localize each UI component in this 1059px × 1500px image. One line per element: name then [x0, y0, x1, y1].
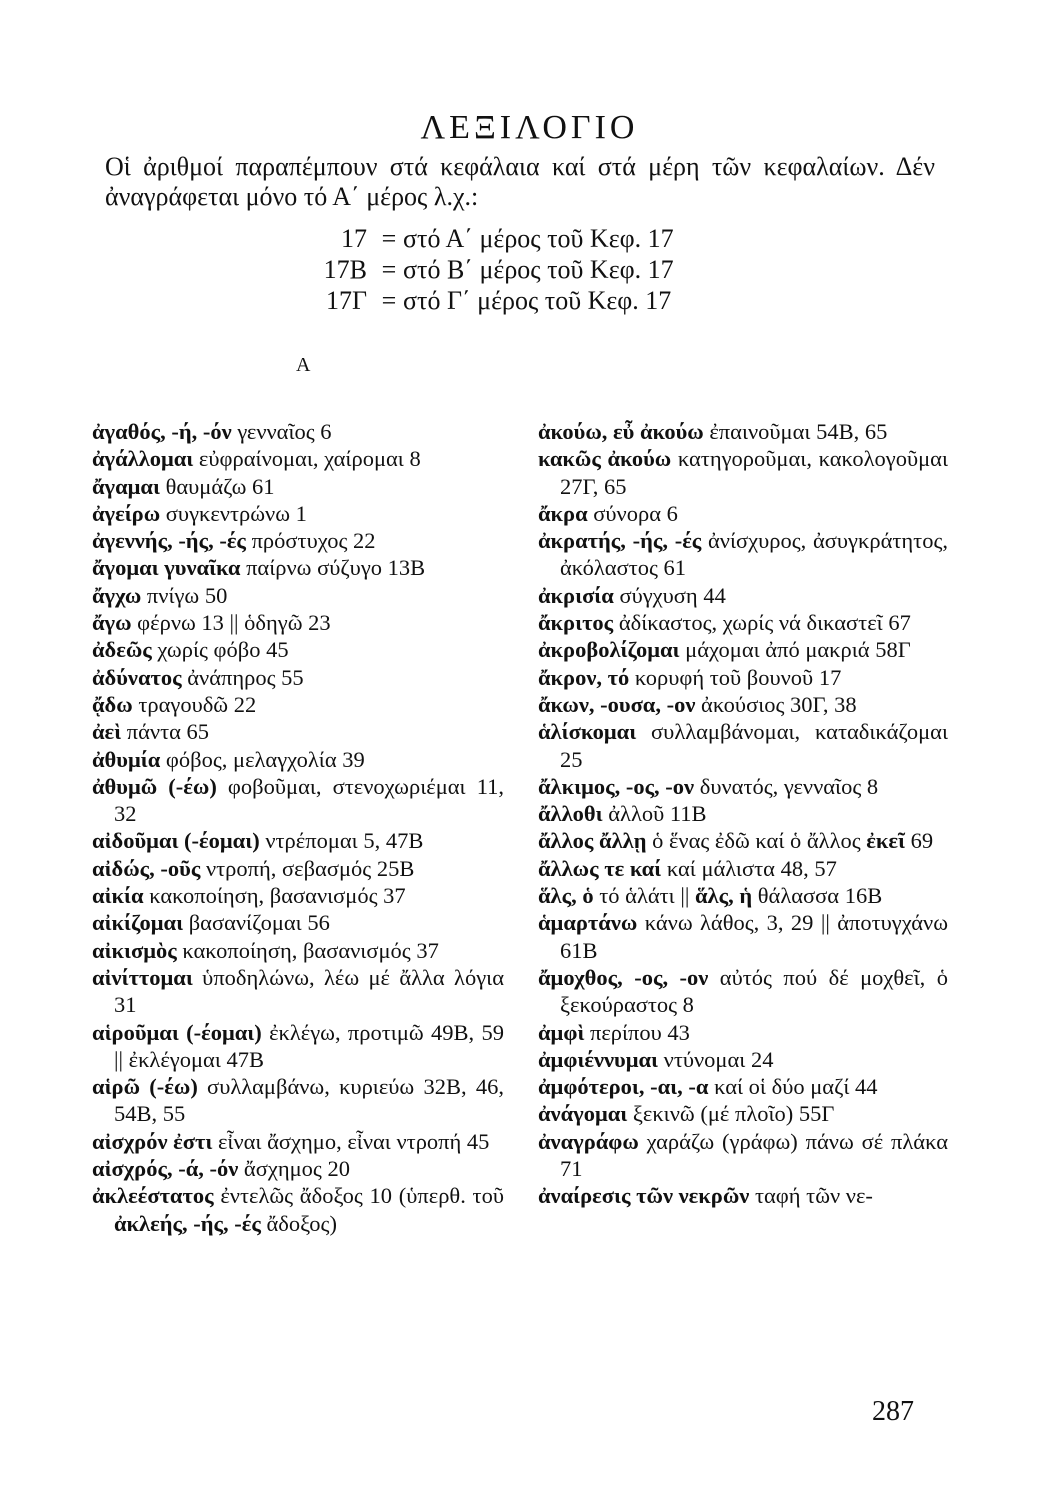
example-equals: =	[381, 255, 397, 284]
entry-headword: ἄλκιμος, -ος, -ον	[538, 773, 695, 799]
glossary-entry	[92, 909, 504, 936]
entry-definition: εἶναι ἄσχημο, εἶναι ντροπή 45	[212, 1128, 490, 1154]
entry-headword: ἀκλεέστατος	[92, 1183, 214, 1209]
entry-headword: ἐκεῖ	[866, 828, 905, 854]
glossary-entry	[538, 664, 948, 691]
entry-definition: καί οἱ δύο μαζί 44	[708, 1074, 878, 1100]
glossary-entry	[538, 1073, 948, 1100]
glossary-entry	[538, 1046, 948, 1073]
entry-definition: σύνορα 6	[587, 500, 678, 526]
entry-definition: κατηγοροῦμαι, κακολογοῦμαι 27Γ, 65	[560, 446, 949, 499]
glossary-entry	[538, 691, 948, 718]
entry-headword: ἀδύνατος	[92, 664, 182, 690]
entry-definition: θαυμάζω 61	[159, 473, 275, 499]
entry-headword: ἀμφιέννυμαι	[538, 1046, 659, 1072]
entry-definition: ντύνομαι 24	[658, 1046, 774, 1072]
glossary-entry	[538, 445, 948, 500]
example-text: στό Β΄ μέρος τοῦ Κεφ. 17	[403, 255, 674, 284]
entry-headword: ἀκούω, εὖ ἀκούω	[538, 419, 704, 444]
entry-headword: ἁμαρτάνω	[538, 910, 638, 936]
entry-definition: φοβοῦμαι, στενοχωριέμαι 11, 32	[114, 773, 504, 827]
example-code: 17Β	[323, 255, 367, 284]
entry-definition: φόβος, μελαγχολία 39	[160, 746, 365, 772]
entry-headword: ἀναγράφω	[538, 1128, 639, 1154]
entry-definition: 69	[904, 828, 934, 854]
entry-definition: ἀκούσιος 30Γ, 38	[695, 691, 857, 717]
entry-definition: πρόστυχος 22	[245, 528, 376, 554]
glossary-entry	[92, 937, 504, 964]
entry-headword: ἄλλοθι	[538, 801, 603, 827]
glossary-entry	[92, 554, 504, 581]
entry-definition: δυνατός, γενναῖος 8	[694, 773, 879, 799]
entry-headword: ἅλς, ὁ	[538, 883, 594, 909]
entry-definition: πνίγω 50	[141, 582, 228, 608]
intro-paragraph	[105, 152, 935, 212]
entry-headword: αἰδώς, -οῦς	[92, 855, 201, 881]
glossary-entry	[92, 1019, 504, 1074]
entry-definition: χαράζω (γράφω) πάνω σέ πλάκα 71	[560, 1128, 948, 1182]
glossary-entry	[92, 1182, 504, 1237]
entry-definition: χωρίς φόβο 45	[151, 637, 289, 663]
entry-headword: ἀγείρω	[92, 500, 161, 526]
entry-headword: αἰκία	[92, 883, 144, 909]
glossary-entry	[538, 800, 948, 827]
glossary-entry	[538, 500, 948, 527]
entry-definition: ταφή τῶν νε-	[749, 1183, 873, 1209]
entry-headword: ἀκλεής, -ής, -ές	[114, 1210, 261, 1236]
glossary-entry	[92, 418, 504, 445]
entry-headword: αἱρῶ (-έω)	[92, 1074, 198, 1100]
entry-definition: ξεκινῶ (μέ πλοῖο) 55Γ	[627, 1101, 835, 1127]
glossary-entry	[538, 718, 948, 773]
entry-definition: μάχομαι ἀπό μακριά 58Γ	[679, 637, 911, 663]
entry-headword: ἀκροβολίζομαι	[538, 637, 680, 663]
entry-definition: ὁ ἕνας ἐδῶ καί ὁ ἄλλος	[646, 828, 867, 854]
entry-definition: ἐντελῶς ἄδοξος 10 (ὑπερθ. τοῦ	[213, 1183, 504, 1209]
glossary-entry	[92, 691, 504, 718]
section-letter: Α	[296, 354, 311, 376]
entry-headword: ἀγάλλομαι	[92, 446, 194, 472]
glossary-entry	[92, 609, 504, 636]
entry-definition: ἐκλέγω, προτιμῶ 49Β, 59 || ἐκλέγομαι 47Β	[114, 1019, 504, 1072]
example-row	[295, 223, 674, 254]
entry-headword: ἄλλος ἄλλῃ	[538, 828, 647, 854]
entry-definition: γενναῖος 6	[231, 419, 332, 444]
glossary-entry	[92, 582, 504, 609]
intro-text: Οἱ ἀριθμοί παραπέμπουν στά κεφάλαια καί στά μέρη τῶν κεφαλαίων. Δέν ἀναγράφεται μόνο τό Α΄ μέρος λ.χ.:	[105, 152, 935, 211]
glossary-entry	[538, 1019, 948, 1046]
glossary-entry	[538, 1100, 948, 1127]
entry-headword: αἰκισμὸς	[92, 937, 177, 963]
entry-headword: ἀγαθός, -ή, -όν	[92, 419, 232, 444]
entry-headword: αἰκίζομαι	[92, 910, 184, 936]
glossary-entry	[92, 746, 504, 773]
entry-definition: κακοποίηση, βασανισμός 37	[176, 937, 439, 963]
entry-definition: ἄδοξος)	[260, 1210, 337, 1236]
entry-definition: θάλασσα 16Β	[752, 883, 883, 909]
entry-definition: φέρνω 13 || ὁδηγῶ 23	[131, 610, 331, 636]
reference-examples	[295, 223, 674, 316]
glossary-entry	[538, 527, 948, 582]
entry-headword: ἄμοχθος, -ος, -ον	[538, 964, 709, 990]
example-row	[295, 254, 674, 285]
glossary-entry	[538, 636, 948, 663]
glossary-entry	[92, 773, 504, 828]
entry-headword: ἄκρα	[538, 500, 588, 526]
glossary-entry	[538, 582, 948, 609]
entry-definition: εὐφραίνομαι, χαίρομαι 8	[193, 446, 421, 472]
entry-headword: αἰσχρός, -ά, -όν	[92, 1156, 239, 1182]
entry-headword: ἁλίσκομαι	[538, 719, 637, 745]
entry-headword: ἄγω	[92, 610, 132, 636]
entry-headword: αἱροῦμαι (-έομαι)	[92, 1019, 262, 1045]
glossary-entry	[538, 827, 948, 854]
glossary-entry	[538, 1128, 948, 1183]
glossary-entry	[538, 418, 948, 445]
entry-definition: παίρνω σύζυγο 13Β	[240, 555, 426, 581]
entry-definition: βασανίζομαι 56	[183, 910, 330, 936]
entry-headword: αἰδοῦμαι (-έομαι)	[92, 828, 260, 854]
entry-definition: καί μάλιστα 48, 57	[661, 855, 837, 881]
entry-headword: ἀθυμῶ (-έω)	[92, 773, 217, 799]
example-text: στό Α΄ μέρος τοῦ Κεφ. 17	[403, 224, 674, 253]
entry-definition: συγκεντρώνω 1	[160, 500, 307, 526]
glossary-entry	[538, 882, 948, 909]
entry-headword: ἀκρισία	[538, 582, 614, 608]
entry-definition: ἀνίσχυρος, ἀσυγκράτητος, ἀκόλαστος 61	[560, 528, 948, 581]
glossary-entry	[538, 773, 948, 800]
glossary-column-right	[538, 418, 948, 1210]
glossary-entry	[538, 855, 948, 882]
entry-headword: αἰνίττομαι	[92, 964, 193, 990]
entry-headword: ἄγαμαι	[92, 473, 160, 499]
glossary-entry	[538, 964, 948, 1019]
entry-definition: ὑποδηλώνω, λέω μέ ἄλλα λόγια 31	[114, 964, 504, 1018]
entry-headword: ἀεὶ	[92, 719, 122, 745]
entry-headword: κακῶς ἀκούω	[538, 446, 672, 472]
example-code: 17	[341, 224, 367, 253]
glossary-column-left	[92, 418, 504, 1237]
entry-definition: αὐτός πού δέ μοχθεῖ, ὁ ξεκούραστος 8	[560, 964, 948, 1018]
entry-definition: τραγουδῶ 22	[132, 691, 257, 717]
page-number: 287	[872, 1396, 914, 1427]
entry-definition: περίπου 43	[584, 1019, 690, 1045]
entry-definition: ἄσχημος 20	[238, 1156, 350, 1182]
entry-definition: κορυφή τοῦ βουνοῦ 17	[629, 664, 842, 690]
entry-headword: ἀθυμία	[92, 746, 161, 772]
entry-headword: ἄκριτος	[538, 610, 614, 636]
glossary-entry	[92, 664, 504, 691]
entry-definition: ἀδίκαστος, χωρίς νά δικαστεῖ 67	[613, 610, 911, 636]
entry-definition: συλλαμβάνομαι, καταδικάζομαι 25	[560, 719, 948, 772]
entry-headword: ἀδεῶς	[92, 637, 152, 663]
entry-definition: συλλαμβάνω, κυριεύω 32Β, 46, 54Β, 55	[114, 1074, 504, 1127]
glossary-entry	[92, 500, 504, 527]
glossary-entry	[92, 636, 504, 663]
glossary-entry	[92, 718, 504, 745]
entry-headword: ἀναίρεσις τῶν νεκρῶν	[538, 1183, 750, 1209]
entry-definition: κάνω λάθος, 3, 29 || ἀποτυγχάνω 61Β	[560, 910, 948, 963]
entry-headword: ἄλλως τε καί	[538, 855, 662, 881]
page-title: ΛΕΞΙΛΟΓΙΟ	[420, 108, 639, 146]
example-text: στό Γ΄ μέρος τοῦ Κεφ. 17	[403, 286, 672, 315]
glossary-entry	[92, 473, 504, 500]
entry-definition: ἀνάπηρος 55	[181, 664, 304, 690]
glossary-entry	[92, 1155, 504, 1182]
example-equals: =	[381, 286, 397, 315]
entry-definition: ἀλλοῦ 11Β	[602, 801, 707, 827]
entry-headword: ἀγεννής, -ής, -ές	[92, 528, 246, 554]
glossary-entry	[92, 964, 504, 1019]
glossary-entry	[92, 827, 504, 854]
entry-headword: ἀμφότεροι, -αι, -α	[538, 1074, 709, 1100]
glossary-entry	[538, 909, 948, 964]
glossary-entry	[538, 609, 948, 636]
glossary-entry	[92, 1073, 504, 1128]
entry-headword: ἄγομαι γυναῖκα	[92, 555, 241, 581]
entry-definition: πάντα 65	[121, 719, 210, 745]
glossary-entry	[92, 882, 504, 909]
entry-headword: ᾄδω	[92, 691, 133, 717]
glossary-entry	[92, 1128, 504, 1155]
glossary-entry	[538, 1182, 948, 1209]
entry-definition: σύγχυση 44	[613, 582, 726, 608]
entry-definition: τό ἁλάτι ||	[593, 883, 695, 909]
entry-definition: κακοποίηση, βασανισμός 37	[143, 883, 406, 909]
example-code: 17Γ	[325, 286, 367, 315]
entry-headword: ἄγχω	[92, 582, 142, 608]
glossary-entry	[92, 527, 504, 554]
entry-headword: ἀκρατής, -ής, -ές	[538, 528, 702, 554]
entry-headword: ἄκρον, τό	[538, 664, 630, 690]
entry-definition: ἐπαινοῦμαι 54Β, 65	[703, 419, 888, 444]
glossary-entry	[92, 445, 504, 472]
example-row	[295, 285, 674, 316]
entry-headword: αἰσχρόν ἐστι	[92, 1128, 213, 1154]
entry-headword: ἄκων, -ουσα, -ον	[538, 691, 696, 717]
entry-definition: ντρέπομαι 5, 47Β	[259, 828, 424, 854]
entry-headword: ἅλς, ἡ	[695, 883, 753, 909]
entry-definition: ντροπή, σεβασμός 25Β	[200, 855, 415, 881]
entry-headword: ἀμφὶ	[538, 1019, 585, 1045]
glossary-entry	[92, 855, 504, 882]
example-equals: =	[381, 224, 397, 253]
entry-headword: ἀνάγομαι	[538, 1101, 628, 1127]
